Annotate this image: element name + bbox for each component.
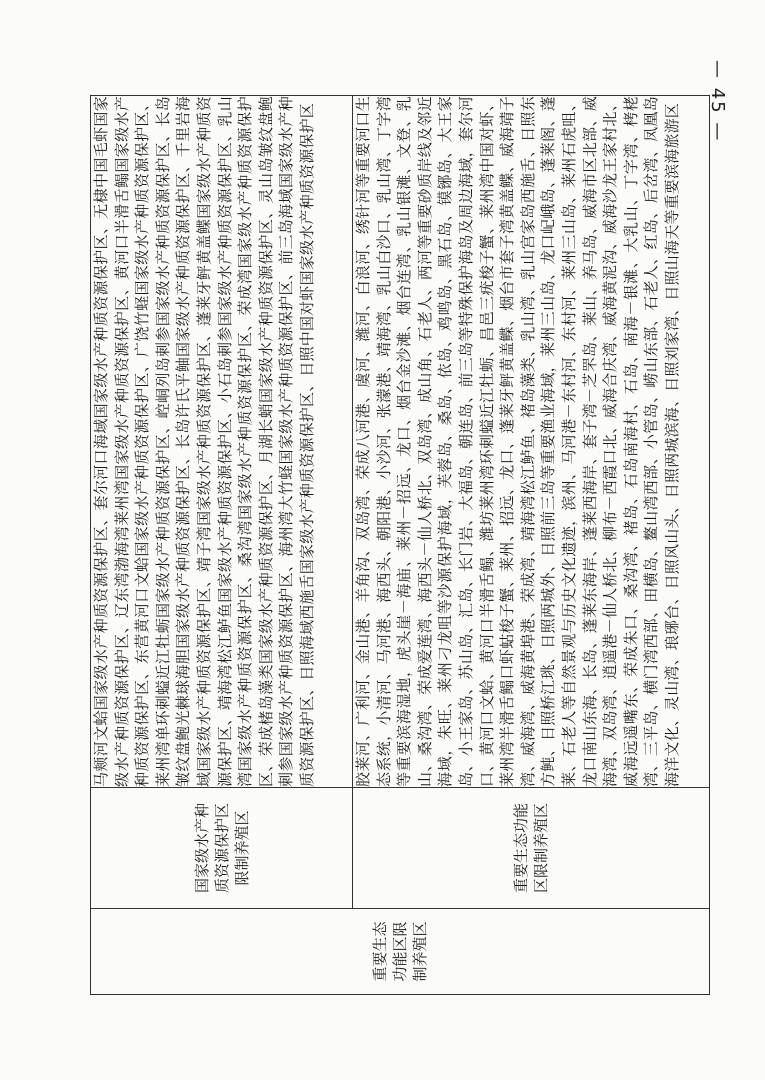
category-cell <box>91 909 710 995</box>
row-content: 胶莱河、广利河、金山港、羊角沟、双岛湾、荣成八河港、虞河、潍河、白浪河、绣针河等重要河口生态系统，小清河、马河港、海西头、朝阳港、小沙河、张濛港、靖海湾、乳山白沙口、乳山湾、丁字湾等重要滨海湿地，虎头崖－海庙、莱州－招远、龙口、烟台金沙滩、烟台连湾、乳山银滩、文登、乳山、桑沟湾、荣成爱莲湾、海西头－仙人桥北、双岛湾、成山角、石老人、两河等重要砂质岸线及邻近海域，朱旺、莱州刁龙咀等沙源保护海域，芙蓉岛、桑岛、依岛、鸡鸣岛、黑石岛、镆铘岛、大王家岛、小王家岛、苏山岛、汇岛、长门岩、大福岛、朝连岛、前三岛等特殊保护海岛及周边海域，套尔河口、黄河口文蛤、黄河口半滑舌鳎、潍坊莱州湾环刺螠近江牡蛎、昌邑三疣梭子蟹、莱州湾中国对虾、莱州湾半滑舌鳎口虾蛄梭子蟹、莱州、招远、龙口、蓬莱牙鲆黄盖鲽、烟台市套子湾黄盖鲽、威海靖子湾、威海湾、威海黄埠港、荣成湾、靖海湾松江鲈鱼、褚岛藻类、乳山湾、乳山宫家岛西施舌、日照东方鲀、日照桥江珧、日照两城外、日照前三岛等重要渔业海域，莱州三山岛、龙口屺峨岛、蓬莱阁、蓬莱、石老人等自然景观与历史文化遗迹，滨州、马河港－东村河、东村河、莱州三山岛、莱州石虎咀、龙口南山东海、长岛、蓬莱东海岸、蓬莱西海岸、套子湾－芝罘岛、莱山、养马岛、威海市区北部、威海湾、双岛湾、逍遥港－仙人桥北、柳布－西霞口北、威海合庆湾、威海黄泥沟、威海沙龙王家村北、威海远遥嘴东、荣成朱口、桑沟湾、褚岛、石岛南海村、石岛、南海－银滩、大乳山、丁字湾、栲栳湾、三平岛、横门湾西部、田横岛、鳌山湾西部、小管岛、崂山东部、石老人、红岛、后岔湾、凤凰岛海洋文化、灵山湾、琅琊台、日照风山头、日照两城滨海、日照刘家湾、日照山海天等重要滨海旅游区 <box>353 96 710 788</box>
category-label: 重要生态功能区限制养殖区 <box>371 921 429 982</box>
table-row <box>353 96 710 995</box>
table-row <box>91 96 353 995</box>
row-label-cell <box>353 788 710 909</box>
row-content: 马颊河文蛤国家级水产种质资源保护区、套尔河口海域国家级水产种质资源保护区、无棣中国毛虾国家级水产种质资源保护区、辽东湾渤海湾莱州湾国家级水产种质资源保护区、黄河口半滑舌鳎国家级水产种质资源保护区、东营黄河口文蛤国家级水产种质资源保护区、广饶竹蛏国家级水产种质资源保护区、莱州湾单环刺螠近江牡蛎国家级水产种质资源保护区、崆峒列岛刺参国家级水产种质资源保护区、长岛皱纹盘鲍光棘球海胆国家级水产种质资源保护区、长岛许氏平鲉国家级水产种质资源保护区、千里岩海域国家级水产种质资源保护区、靖子湾国家级水产种质资源保护区、蓬莱牙鲆黄盖鲽国家级水产种质资源保护区、靖海湾松江鲈鱼国家级水产种质资源保护区、小石岛刺参国家级水产种质资源保护区、乳山湾国家级水产种质资源保护区、桑沟湾国家级水产种质资源保护区、荣成湾国家级水产种质资源保护区、荣成楮岛藻类国家级水产种质资源保护区、月湖长蛸国家级水产种质资源保护区、灵山岛皱纹盘鲍刺参国家级水产种质资源保护区、海州湾大竹蛏国家级水产种质资源保护区、前三岛海域国家级水产种质资源保护区、日照海域西施舌国家级水产种质资源保护区、日照中国对虾国家级水产种质资源保护区 <box>91 96 353 788</box>
zoning-table <box>90 95 710 995</box>
row-label-cell <box>91 788 353 909</box>
rotated-table-sheet <box>90 95 710 995</box>
row-label: 国家级水产种质资源保护区限制养殖区 <box>192 803 251 894</box>
row-label: 重要生态功能区限制养殖区 <box>512 803 550 894</box>
page-number: — 45 — <box>707 60 728 143</box>
